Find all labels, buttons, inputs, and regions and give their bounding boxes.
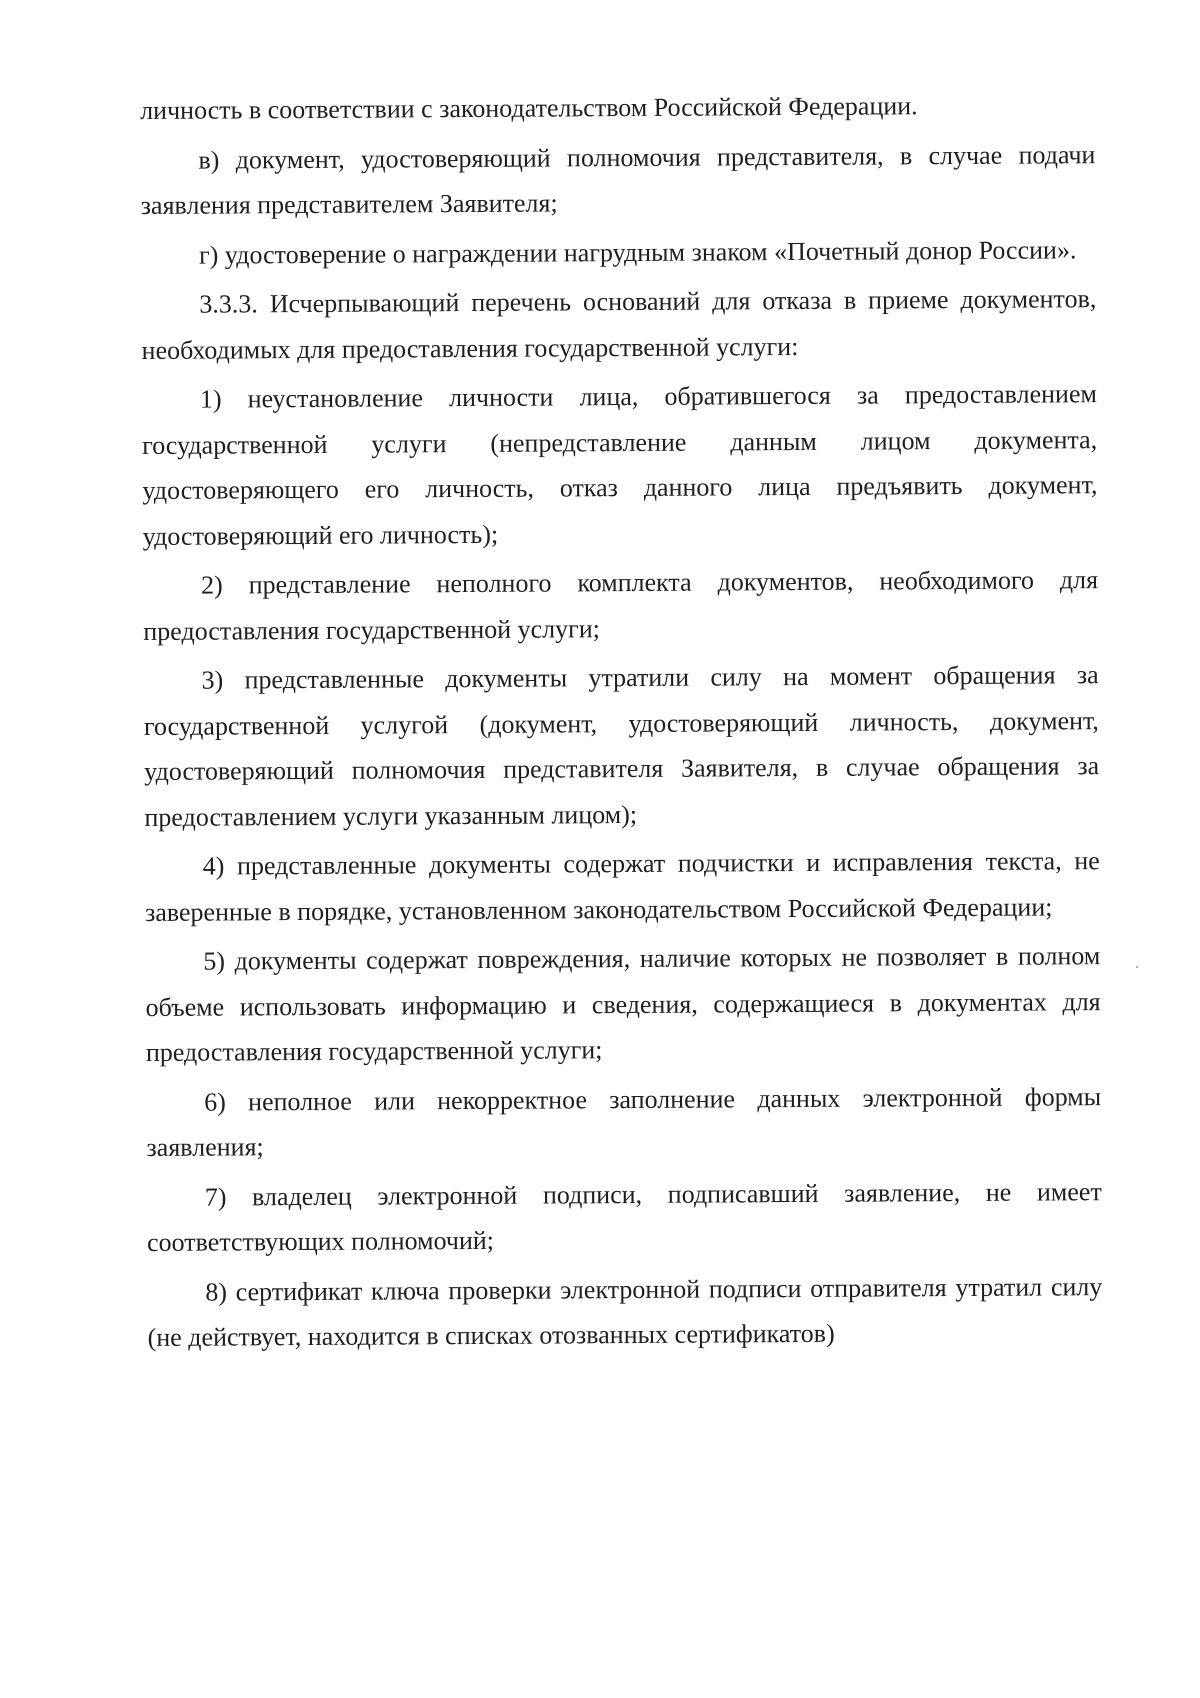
- paragraph-item-1: 1) неустановление личности лица, обратившегося за предоставлением государственной услуги (непредставление данным лицом документа, удостоверяющего его личность, отказ данного лица предъявить документ, удостоверяющий его личность);: [142, 379, 1098, 551]
- paragraph-item-6: 6) неполное или некорректное заполнение данных электронной формы заявления;: [146, 1081, 1102, 1162]
- paragraph-continuation: личность в соответствии с законодательством Российской Федерации.: [140, 91, 918, 125]
- paragraph-item-2: 2) представление неполного комплекта документов, необходимого для предоставления государственной услуги;: [143, 565, 1099, 646]
- paragraph-item-3: 3) представленные документы утратили силу на момент обращения за государственной услугой (документ, удостоверяющий личность, документ, удостоверяющий полномочия представителя Заявителя, в случае обращения за предоставлением услуги указанным лицом);: [143, 660, 1100, 832]
- paragraph-item-5: 5) документы содержат повреждения, наличие которых не позволяет в полном объеме использовать информацию и сведения, содержащиеся в документах для предоставления государственной услуги;: [145, 941, 1101, 1067]
- scan-speck: [1136, 966, 1138, 968]
- paragraph-section-3-3-3: 3.3.3. Исчерпывающий перечень оснований для отказа в приеме документов, необходимых для предоставления государственной услуги:: [141, 284, 1097, 365]
- paragraph-item-4: 4) представленные документы содержат подчистки и исправления текста, не заверенные в порядке, установленном законодательством Российской Федерации;: [144, 846, 1100, 927]
- paragraph-item-g: г) удостоверение о награждении нагрудным знаком «Почетный донор России».: [198, 234, 1077, 270]
- paragraph-item-v: в) документ, удостоверяющий полномочия представителя, в случае подачи заявления представителем Заявителя;: [140, 139, 1096, 220]
- paragraph-item-8: 8) сертификат ключа проверки электронной подписи отправителя утратил силу (не действует, находится в списках отозванных сертификатов): [147, 1271, 1103, 1352]
- document-body: [140, 82, 1103, 1364]
- paragraph-item-7: 7) владелец электронной подписи, подписавший заявление, не имеет соответствующих полномочий;: [146, 1176, 1102, 1257]
